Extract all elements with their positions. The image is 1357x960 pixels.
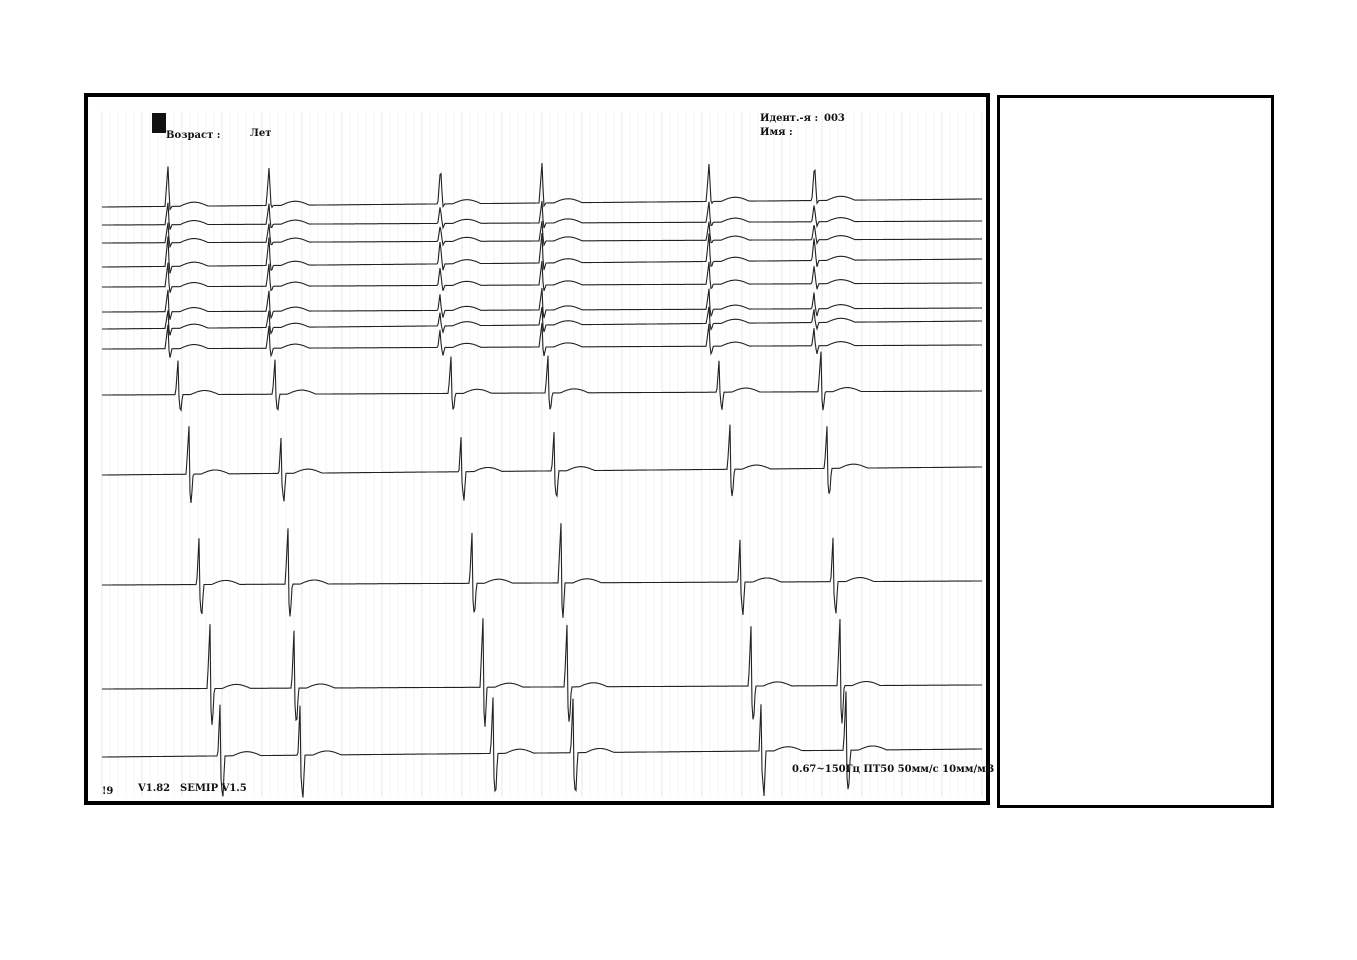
ecg-tracing xyxy=(88,97,986,801)
years-label: Лет xyxy=(250,128,272,139)
name-label: Имя : xyxy=(760,127,793,138)
blank-side-panel xyxy=(997,95,1274,808)
ecg-printout xyxy=(84,93,995,805)
paper-grid xyxy=(102,111,982,797)
recording-settings: 0.67~150Гц ПТ50 50мм/с 10мм/мВ xyxy=(792,764,995,775)
software-version: SEMIP V1.5 xyxy=(180,783,247,794)
version-left: V1.82 xyxy=(138,783,171,794)
id-label: Идент.-я : xyxy=(760,113,819,124)
age-label: Возраст : xyxy=(166,130,221,141)
print-marker xyxy=(152,113,166,133)
page-mark: !9 xyxy=(102,786,114,797)
id-value: 003 xyxy=(824,113,845,124)
